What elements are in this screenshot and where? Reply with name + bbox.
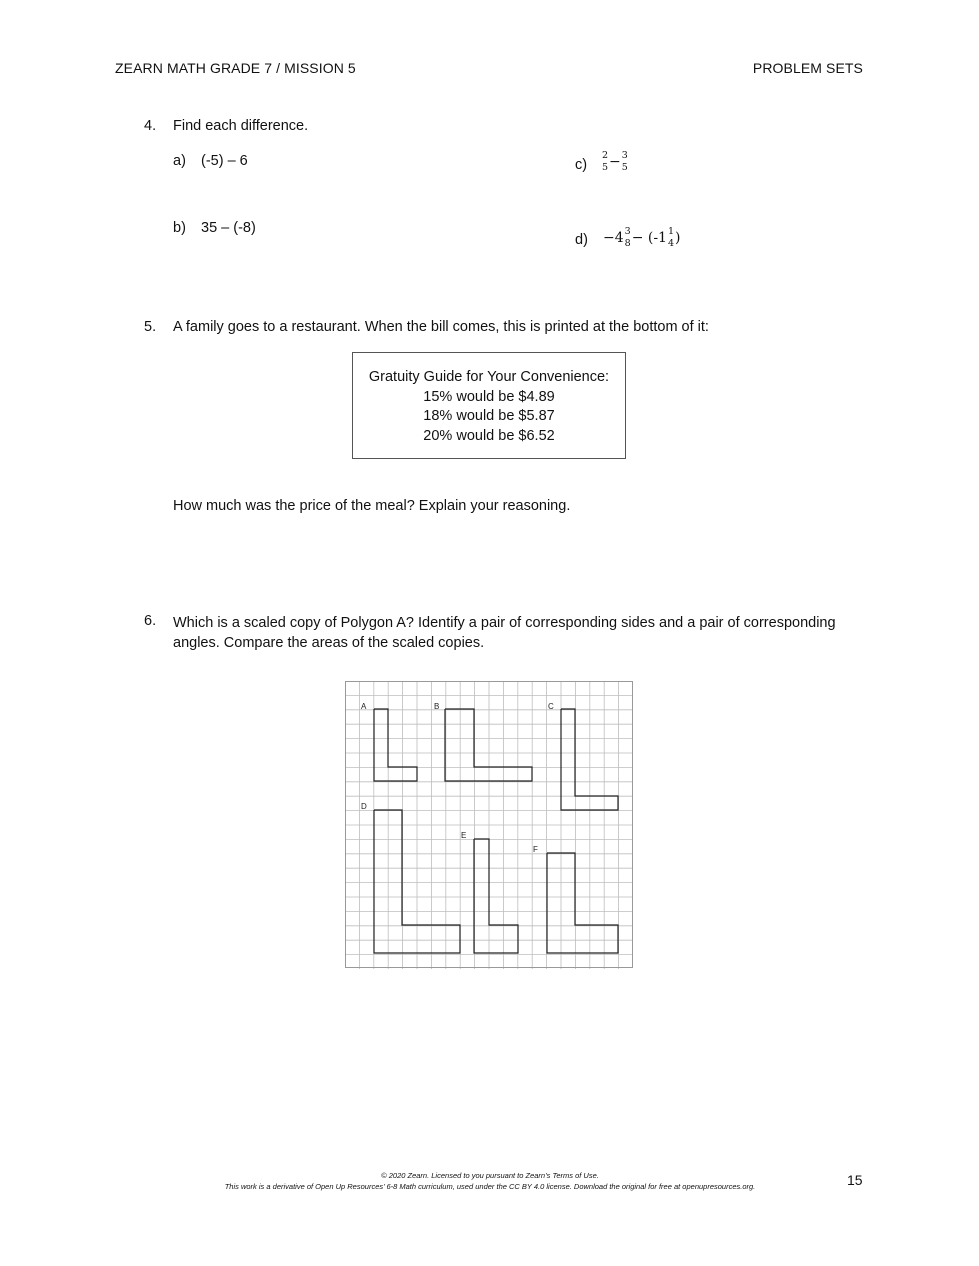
q4c-operator: −: [609, 154, 621, 170]
q5-prompt: A family goes to a restaurant. When the bill comes, this is printed at the bottom of it:: [173, 319, 709, 335]
gratuity-guide-title: Gratuity Guide for Your Convenience:: [368, 369, 610, 385]
header-title: ZEARN MATH GRADE 7 / MISSION 5: [115, 60, 356, 76]
gratuity-line-20: 20% would be $6.52: [423, 427, 555, 444]
q4c-fraction-1: [602, 150, 608, 174]
q4d-fraction-1: [625, 226, 631, 250]
q4a-label: a): [173, 153, 186, 169]
polygon-e-label: E: [461, 831, 467, 840]
q4c-fraction-2: [622, 150, 628, 174]
q4d-middle: − (-1: [631, 230, 667, 246]
q5-number: 5.: [144, 319, 157, 335]
gratuity-guide-box: [352, 352, 626, 459]
q4d-frac1-numerator: 3: [624, 226, 631, 237]
q6-prompt-line-1: Which is a scaled copy of Polygon A? Identify a pair of corresponding sides and a pair of corresponding: [173, 615, 836, 631]
q6-prompt: [173, 613, 836, 653]
q4d-frac1-denominator: 8: [624, 238, 631, 249]
header-section: PROBLEM SETS: [752, 60, 863, 76]
q6-prompt-line-2: angles. Compare the areas of the scaled copies.: [173, 635, 485, 651]
gratuity-line-15: 15% would be $4.89: [423, 388, 555, 405]
page-number: 15: [847, 1172, 863, 1188]
q4-number: 4.: [144, 118, 157, 134]
q4d-frac2-numerator: 1: [667, 226, 675, 237]
q4d-frac2-denominator: 4: [667, 238, 675, 249]
q4c-frac2-numerator: 3: [621, 150, 628, 161]
q4c-label: c): [575, 157, 588, 173]
footer-license: This work is a derivative of Open Up Resources’ 6-8 Math curriculum, used under the CC BY 4.0 license. Download the original for free at openupresources.org.: [224, 1182, 756, 1191]
q4c-frac2-denominator: 5: [621, 162, 628, 173]
polygon-b: [445, 709, 532, 781]
polygon-c-label: C: [548, 702, 554, 711]
q4-prompt: Find each difference.: [173, 118, 309, 134]
polygon-f-label: F: [533, 845, 538, 854]
polygon-a-label: A: [361, 702, 367, 711]
q4b-expression: 35 – (-8): [201, 220, 256, 236]
q4d-close-paren: ): [675, 230, 681, 246]
q4b-label: b): [173, 220, 186, 236]
footer-legal: [150, 1170, 830, 1192]
q4c-frac1-denominator: 5: [602, 162, 609, 173]
q4d-expression: [603, 226, 680, 250]
footer-copyright: © 2020 Zearn. Licensed to you pursuant to Zearn’s Terms of Use.: [381, 1171, 599, 1180]
polygon-e: [474, 839, 518, 953]
q5-question: How much was the price of the meal? Explain your reasoning.: [173, 498, 571, 514]
polygon-d-label: D: [361, 802, 367, 811]
q4c-frac1-numerator: 2: [602, 150, 609, 161]
polygon-grid-figure: [345, 681, 633, 969]
polygon-a: [374, 709, 417, 781]
q4d-label: d): [575, 232, 588, 248]
q4a-expression: (-5) – 6: [201, 153, 248, 169]
q4d-fraction-2: [668, 226, 674, 250]
q4d-whole: −4: [603, 230, 624, 246]
polygon-b-label: B: [434, 702, 440, 711]
q4c-expression: [601, 150, 629, 174]
q6-number: 6.: [144, 613, 157, 629]
gratuity-line-18: 18% would be $5.87: [423, 408, 555, 424]
